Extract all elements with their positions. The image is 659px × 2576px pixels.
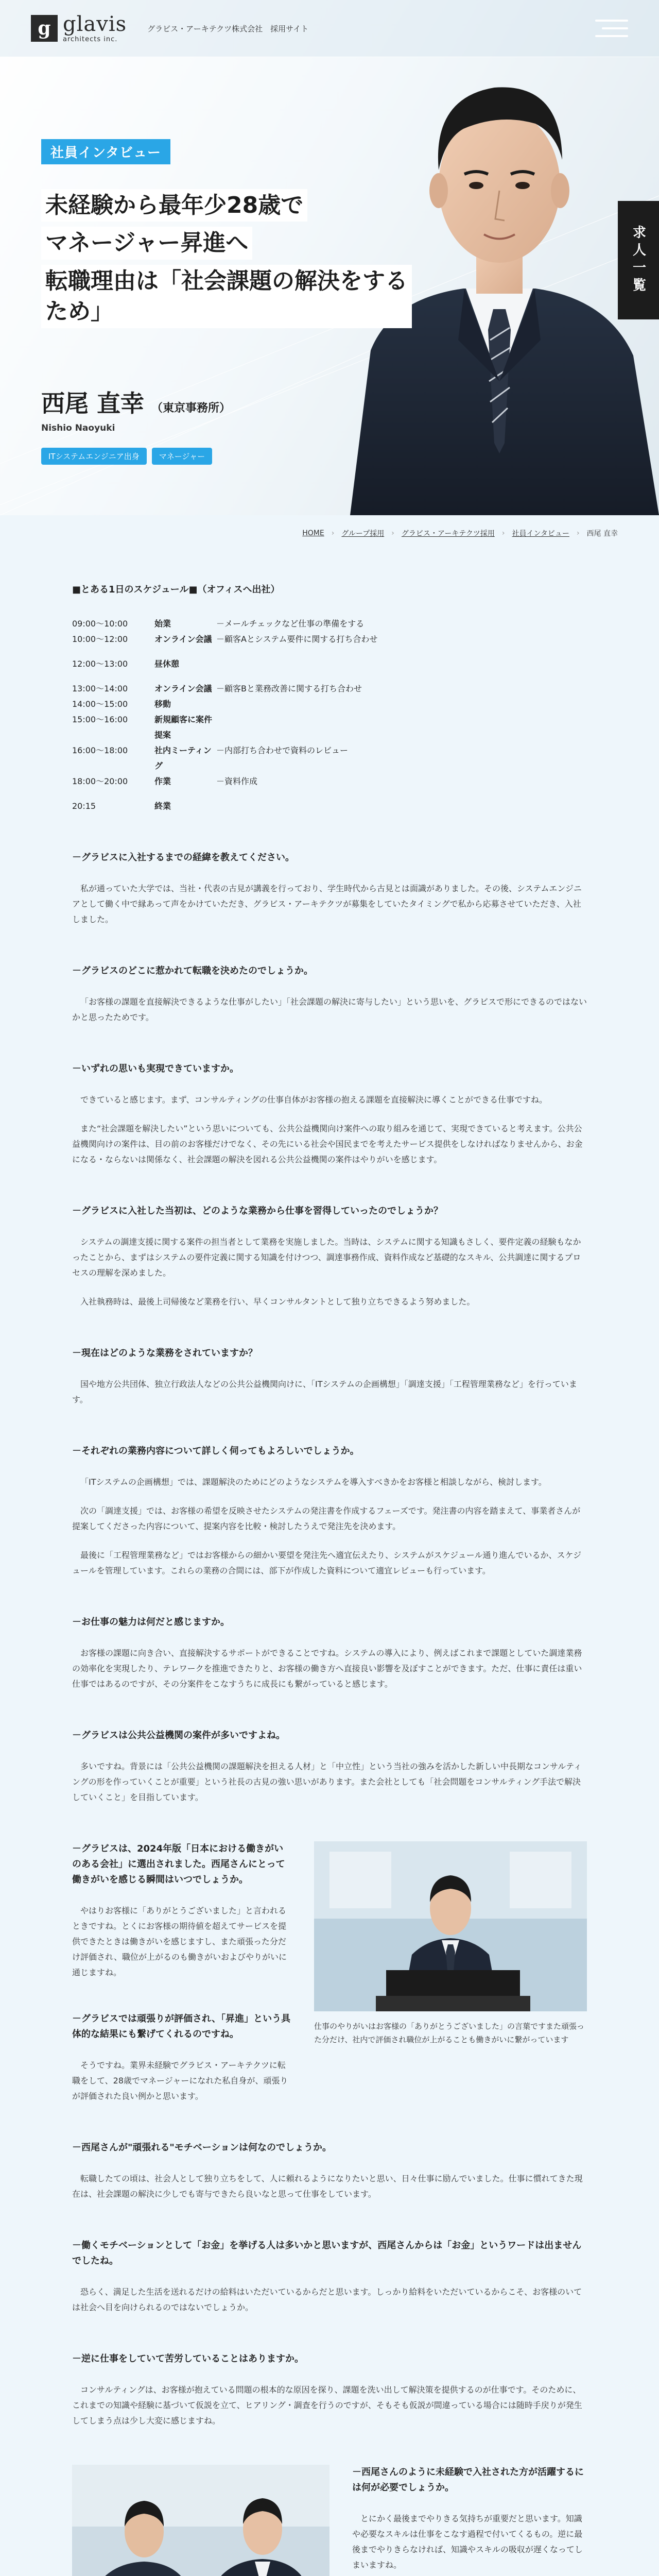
photo-column: [314, 1841, 587, 2046]
schedule-time: 12:00〜13:00: [72, 659, 128, 669]
question-heading: －逆に仕事をしていて苦労していることはありますか。: [72, 2353, 304, 2364]
schedule-activity: 移動: [154, 699, 171, 709]
question-heading: －西尾さんのように未経験で入社された方が活躍するには何が必要でしょうか。: [352, 2467, 584, 2493]
schedule-time: 18:00〜20:00: [72, 776, 128, 786]
schedule-description: [216, 656, 587, 672]
qa-with-photo-section: [72, 1841, 587, 2104]
answer-text: [72, 1903, 291, 1980]
employee-office: （東京事務所）: [151, 401, 231, 415]
hero: [0, 0, 659, 515]
answer-paragraph: 転職したての頃は、社会人として独り立ちをして、人に頼れるようになりたいと思い、日々仕事に励んでいました。仕事に慣れてきた現在は、社会課題の解決に少しでも寄与できたら良いなと思って仕事をしています。: [72, 2174, 583, 2199]
schedule-time: 10:00〜12:00: [72, 634, 128, 644]
breadcrumb-current: 西尾 直幸: [586, 530, 618, 538]
schedule-row: [72, 656, 587, 672]
hero-title-line: 未経験から最年少28歳で: [41, 189, 307, 222]
schedule-description: [216, 799, 587, 814]
photo-caption: 仕事のやりがいはお客様の「ありがとうございました」の言葉ですまた頑張った分だけ、社内で評価され職位が上がることも働きがいに繋がっています: [314, 2022, 585, 2044]
answer-paragraph: 多いですね。背景には「公共公益機関の課題解決を担える人材」と「中立性」という当社の強みを活かした新しい中長期なコンサルティングの形を作っていくことが重要」という社長の古見の強い思いがあります。また会社としても「社会問題をコンサルティング手法で解決していくこと」を目指しています。: [72, 1761, 582, 1802]
schedule-activity: オンライン会議: [154, 634, 212, 644]
question-heading: －グラビスに入社した当初は、どのような業務から仕事を習得していったのでしょうか？: [72, 1206, 443, 1216]
qa-list-more: [72, 2140, 587, 2429]
hero-title: [41, 189, 412, 328]
logo-mark: g: [31, 15, 58, 42]
schedule-description: －顧客Aとシステム要件に関する打ち合わせ: [216, 634, 378, 644]
hero-category-label: 社員インタビュー: [41, 139, 170, 164]
breadcrumb-link-group-recruit[interactable]: グループ採用: [341, 530, 385, 538]
qa-block: [72, 1728, 587, 1805]
answer-text: [72, 1234, 587, 1310]
hero-title-line: マネージャー昇進へ: [41, 227, 252, 259]
qa-block: [72, 2140, 587, 2202]
question-heading: －それぞれの業務内容について詳しく伺ってもよろしいでしょうか。: [72, 1446, 359, 1456]
schedule-activity: オンライン会議: [154, 684, 212, 693]
schedule-activity: 昼休憩: [154, 659, 180, 669]
breadcrumb-link-glavis-recruit[interactable]: グラビス・アーキテクツ採用: [401, 530, 495, 538]
qa-block: [72, 1615, 587, 1692]
breadcrumb-separator: ›: [576, 529, 580, 537]
answer-text: [352, 2511, 587, 2573]
answer-paragraph: 最後に「工程管理業務など」ではお客様からの細かい要望を発注先へ適宜伝えたり、システムがスケジュール通り進んでいるか、スケジュールを管理しています。これらの業務の合間には、部下が作成した資料について適宜レビューも行っています。: [72, 1550, 582, 1575]
question-heading: －グラビスに入社するまでの経緯を教えてください。: [72, 852, 294, 863]
answer-paragraph: お客様の課題に向き合い、直接解決するサポートができることですね。システムの導入により、例えばこれまで課題としていた調達業務の効率化を実現したり、テレワークを推進できたりと、お客様の働き方へ直接良い影響を及ぼすことができます。ただ、仕事に責任は重い仕事ではあるのですが、その分案件をこなすうちに成長にも繋がっていると感じます。: [72, 1648, 582, 1689]
logo-subtitle: architects inc.: [63, 36, 118, 43]
schedule-row: [72, 616, 587, 632]
answer-paragraph: コンサルティングは、お客様が抱えている問題の根本的な原因を探り、課題を洗い出して解決策を提供するのが仕事です。そのために、これまでの知識や経験に基づいて仮説を立て、ヒアリング・調査を行うのですが、そもそも仮説が間違っている場合には随時手戻りが発生してしまう点は少し大変に感じますね。: [72, 2385, 582, 2426]
qa-block: [72, 1444, 587, 1579]
schedule-activity: 始業: [154, 619, 171, 629]
schedule-activity: 終業: [154, 801, 171, 811]
question-heading: －現在はどのような業務をされていますか？: [72, 1348, 257, 1359]
hamburger-menu-icon[interactable]: [595, 20, 628, 37]
answer-text: [72, 2171, 587, 2202]
question-heading: －西尾さんが"頑張れる"モチベーションは何なのでしょうか。: [72, 2142, 332, 2153]
schedule-row: [72, 697, 587, 712]
qa-block: [72, 963, 587, 1025]
qa-block: [72, 850, 587, 927]
qa-text-column: [352, 2465, 587, 2576]
answer-text: [72, 2382, 587, 2429]
photo-column: [72, 2465, 330, 2576]
answer-text: [72, 994, 587, 1025]
schedule-description: [216, 697, 587, 712]
answer-text: [72, 1759, 587, 1805]
qa-block: [72, 1346, 587, 1408]
tag-badge: マネージャー: [152, 448, 212, 465]
schedule-row: [72, 632, 587, 647]
photo-meeting-image: [72, 2465, 330, 2576]
site-logo[interactable]: [31, 14, 127, 43]
schedule-description: －顧客Bと業務改善に関する打ち合わせ: [216, 684, 362, 693]
schedule-title: ■とある1日のスケジュール■（オフィスへ出社）: [72, 584, 280, 595]
qa-block: [72, 1204, 587, 1310]
answer-paragraph: 「ITシステムの企画構想」では、課題解決のためにどのようなシステムを導入すべきかをお客様と相談しながら、検討します。: [80, 1477, 547, 1487]
question-heading: －お仕事の魅力は何だと感じますか。: [72, 1617, 230, 1628]
schedule-spacer: [72, 789, 587, 799]
answer-paragraph: 私が通っていた大学では、当社・代表の古見が講義を行っており、学生時代から古見とは面識がありました。その後、システムエンジニアとして働く中で縁あって声をかけていただき、グラビス・アーキテクツが募集をしていたタイミングで私から応募させていただき、入社しました。: [72, 884, 582, 924]
answer-text: [72, 1646, 587, 1692]
answer-paragraph: 次の「調達支援」では、お客様の希望を反映させたシステムの発注書を作成するフェーズです。発注書の内容を踏まえて、事業者さんが提案してくださった内容について、提案内容を比較・検討したうえで発注先を決めます。: [72, 1506, 581, 1531]
schedule-row: [72, 774, 587, 789]
schedule-time: 14:00〜15:00: [72, 699, 128, 709]
answer-text: [72, 2284, 587, 2315]
hero-tags: [41, 448, 412, 465]
answer-paragraph: そうですね。業界未経験でグラビス・アーキテクツに転職をして、28歳でマネージャーになれた私自身が、頑張りが評価された良い例かと思います。: [72, 2060, 288, 2101]
schedule-description: [216, 712, 587, 743]
question-heading: －グラビスは、2024年版「日本における働きがいのある会社」に選出されました。西尾さんにとって働きがいを感じる瞬間はいつでしょうか。: [72, 1843, 285, 1885]
answer-paragraph: できていると感じます。まず、コンサルティングの仕事自体がお客様の抱える課題を直接解決に導くことができる仕事ですね。: [80, 1095, 548, 1105]
logo-name: glavis: [63, 12, 127, 36]
schedule-row: [72, 681, 587, 697]
schedule-description: －メールチェックなど仕事の準備をする: [216, 619, 365, 629]
schedule-list: [72, 616, 587, 814]
hero-name-row: [41, 385, 412, 419]
answer-text: [72, 2058, 291, 2104]
qa-block: [72, 1061, 587, 1167]
schedule-description: －資料作成: [216, 776, 258, 786]
qa-with-photo-section-2: [72, 2465, 587, 2576]
schedule-time: 15:00〜16:00: [72, 715, 128, 724]
qa-block: [72, 2238, 587, 2315]
answer-paragraph: 恐らく、満足した生活を送れるだけの給料はいただいているからだと思います。しっかり給料をいただいているからこそ、お客様のいては社会へ目を向けられるのではないでしょうか。: [72, 2287, 582, 2312]
answer-text: [72, 1092, 587, 1167]
schedule-row: [72, 712, 587, 743]
schedule-time: 13:00〜14:00: [72, 684, 128, 693]
schedule-row: [72, 799, 587, 814]
qa-block: [72, 2351, 587, 2429]
answer-paragraph: システムの調達支援に関する案件の担当者として業務を実施しました。当時は、システムに関する知識もさしく、要件定義の経験もなかったことから、まずはシステムの要件定義に関する知識を付けつつ、調達事務作成、資料作成など基礎的なスキル、公共調達に関するプロセスの理解を深めました。: [72, 1237, 581, 1278]
question-heading: －グラビスのどこに惹かれて転職を決めたのでしょうか。: [72, 965, 313, 976]
answer-paragraph: また“社会課題を解決したい”という思いについても、公共公益機関向け案件への取り組みを通じて、実現できていると考えます。公共公益機関向けの案件は、目の前のお客様だけでなく、その先にいる社会や国民までを考えたサービス提供をしなければなりませんから、お金になる・ならないは関係なく、社会課題の解決を図れる公共公益機関の案件はやりがいを感じます。: [72, 1124, 583, 1164]
schedule-section: [72, 582, 587, 814]
answer-text: [72, 1475, 587, 1579]
answer-text: [72, 881, 587, 927]
qa-text-column: [72, 1841, 291, 2104]
schedule-time: 09:00〜10:00: [72, 619, 128, 629]
interview-body: [0, 551, 659, 2576]
answer-paragraph: とにかく最後までやりきる気持ちが重要だと思います。知識や必要なスキルは仕事をこなす過程で付いてくるもの。逆に最後までやりきらなければ、知識やスキルの吸収が遅くなってしまいますね。: [352, 2514, 583, 2570]
schedule-activity: 社内ミーティング: [154, 745, 212, 771]
job-list-side-button[interactable]: 求人一覧: [618, 201, 659, 319]
breadcrumb-separator: ›: [501, 529, 505, 537]
breadcrumb-link-interview[interactable]: 社員インタビュー: [512, 530, 569, 538]
schedule-spacer: [72, 647, 587, 656]
schedule-activity: 新規顧客に案件提案: [154, 715, 213, 740]
photo-office-image: [314, 1841, 587, 2011]
question-heading: －いずれの思いも実現できていますか。: [72, 1063, 239, 1074]
schedule-time: 16:00〜18:00: [72, 745, 128, 755]
employee-name-romaji: Nishio Naoyuki: [41, 422, 115, 433]
employee-name: 西尾 直幸: [41, 389, 145, 417]
breadcrumb-separator: ›: [391, 529, 394, 537]
answer-paragraph: 入社執務時は、最後上司帰後など業務を行い、早くコンサルタントとして独り立ちできるよう努めました。: [80, 1297, 475, 1307]
hero-content: [41, 139, 412, 465]
breadcrumb: [0, 515, 659, 551]
schedule-activity: 作業: [154, 776, 171, 786]
interview-photo-meeting: [72, 2465, 330, 2576]
answer-paragraph: 「お客様の課題を直接解決できるような仕事がしたい」「社会課題の解決に寄与したい」という思いを、グラビスで形にできるのではないかと思ったためです。: [72, 997, 587, 1022]
schedule-description: －内部打ち合わせで資料のレビュー: [216, 745, 349, 755]
site-header: [0, 0, 659, 57]
schedule-time: 20:15: [72, 801, 96, 811]
hero-title-line: 転職理由は「社会課題の解決をするため」: [41, 265, 412, 328]
breadcrumb-separator: ›: [331, 529, 335, 537]
interview-photo-office: [314, 1841, 587, 2011]
question-heading: －グラビスは公共公益機関の案件が多いですよね。: [72, 1730, 285, 1741]
question-heading: －働くモチベーションとして「お金」を挙げる人は多いかと思いますが、西尾さんからは「お金」というワードは出ませんでしたね。: [72, 2240, 582, 2266]
qa-list: [72, 850, 587, 1805]
answer-text: [72, 1377, 587, 1408]
question-heading: －グラビスでは頑張りが評価され、「昇進」という具体的な結果にも繋げてくれるのですね。: [72, 2013, 291, 2040]
schedule-row: [72, 743, 587, 774]
tag-badge: ITシステムエンジニア出身: [41, 448, 147, 465]
answer-paragraph: 国や地方公共団体、独立行政法人などの公共公益機関向けに、「ITシステムの企画構想」「調達支援」「工程管理業務など」を行っています。: [72, 1379, 577, 1404]
header-tagline: グラビス・アーキテクツ株式会社 採用サイト: [147, 24, 309, 33]
breadcrumb-link-home[interactable]: HOME: [302, 529, 324, 537]
answer-paragraph: やはりお客様に「ありがとうございました」と言われるときですね。とくにお客様の期待値を超えてサービスを提供できたときは働きがいを感じますし、また頑張った分だけ評価され、職位が上がるのも働きがいおよびやりがいに通じますね。: [72, 1906, 287, 1977]
schedule-spacer: [72, 672, 587, 681]
logo-text: [63, 14, 127, 43]
